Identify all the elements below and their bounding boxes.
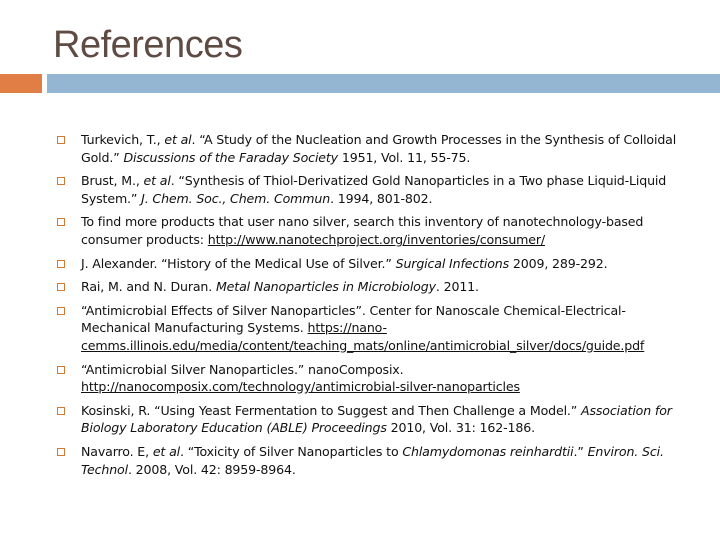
reference-text: J. Alexander. “History of the Medical Use of Silver.” (81, 255, 396, 271)
accent-bar-blue (47, 74, 720, 93)
reference-text: 2009, 289-292. (509, 255, 608, 271)
reference-link[interactable]: http://nanocomposix.com/technology/antimicrobial-silver-nanoparticles (81, 379, 520, 395)
reference-item (57, 278, 682, 296)
square-bullet-icon (57, 366, 65, 374)
reference-text: 2010, Vol. 31: 162-186. (386, 420, 535, 436)
reference-text: . “Toxicity of Silver Nanoparticles to (179, 443, 403, 459)
reference-italic-text: Discussions of the Faraday Society (123, 149, 338, 165)
slide-title: References (53, 24, 243, 66)
reference-item (57, 213, 682, 248)
reference-item (57, 402, 682, 437)
reference-link[interactable]: https://nano-cemms.illinois.edu/media/content/teaching_mats/online/antimicrobial_silver/docs/guide.pdf (81, 320, 645, 353)
reference-italic-text: et al (164, 132, 192, 147)
square-bullet-icon (57, 283, 65, 291)
reference-text: . 2011. (435, 279, 479, 295)
reference-italic-text: et al (152, 443, 180, 459)
square-bullet-icon (57, 448, 65, 456)
reference-text: . “A Study of the Nucleation and Growth Processes in the Synthesis of Colloidal Gold.” (81, 132, 677, 165)
reference-italic-text: Metal Nanoparticles in Microbiology (215, 279, 436, 295)
reference-text: 1951, Vol. 11, 55-75. (338, 149, 471, 165)
square-bullet-icon (57, 307, 65, 315)
reference-item (57, 131, 682, 166)
reference-item (57, 172, 682, 207)
reference-text: . “Synthesis of Thiol-Derivatized Gold Nanoparticles in a Two phase Liquid-Liquid System.” (81, 173, 667, 206)
reference-italic-text: Surgical Infections (395, 255, 510, 271)
reference-italic-text: Environ. Sci. Technol (81, 443, 664, 477)
reference-italic-text: et al (143, 173, 171, 189)
accent-bar-orange (0, 74, 42, 93)
square-bullet-icon (57, 260, 65, 268)
reference-text: “Antimicrobial Silver Nanoparticles.” nanoComposix. (81, 361, 404, 377)
reference-text: Brust, M., (81, 173, 144, 189)
reference-text: Turkevich, T., (81, 132, 165, 147)
reference-italic-text: Chlamydomonas reinhardtii (402, 443, 574, 459)
reference-item (57, 443, 682, 478)
reference-text: Rai, M. and N. Duran. (81, 279, 216, 295)
reference-text: “Antimicrobial Effects of Silver Nanoparticles”. Center for Nanoscale Chemical-Electrical-Mechanical Manufacturing Systems. (81, 302, 626, 336)
square-bullet-icon (57, 136, 65, 144)
reference-text: .” (573, 443, 588, 459)
reference-item (57, 361, 682, 396)
reference-text: . 1994, 801-802. (330, 190, 433, 206)
square-bullet-icon (57, 218, 65, 226)
reference-item (57, 302, 682, 355)
reference-text: Navarro. E, (81, 443, 153, 459)
reference-italic-text: J. Chem. Soc., Chem. Commun (141, 190, 331, 206)
reference-text: To find more products that user nano silver, search this inventory of nanotechnology-based consumer products: (81, 214, 644, 247)
reference-text: . 2008, Vol. 42: 8959-8964. (127, 461, 296, 477)
reference-list (57, 131, 682, 484)
reference-italic-text: Association for Biology Laboratory Education (ABLE) Proceedings (81, 402, 672, 436)
reference-item (57, 255, 682, 273)
reference-link[interactable]: http://www.nanotechproject.org/inventories/consumer/ (207, 231, 545, 247)
reference-text: Kosinski, R. “Using Yeast Fermentation to Suggest and Then Challenge a Model.” (81, 402, 581, 418)
square-bullet-icon (57, 177, 65, 185)
square-bullet-icon (57, 407, 65, 415)
